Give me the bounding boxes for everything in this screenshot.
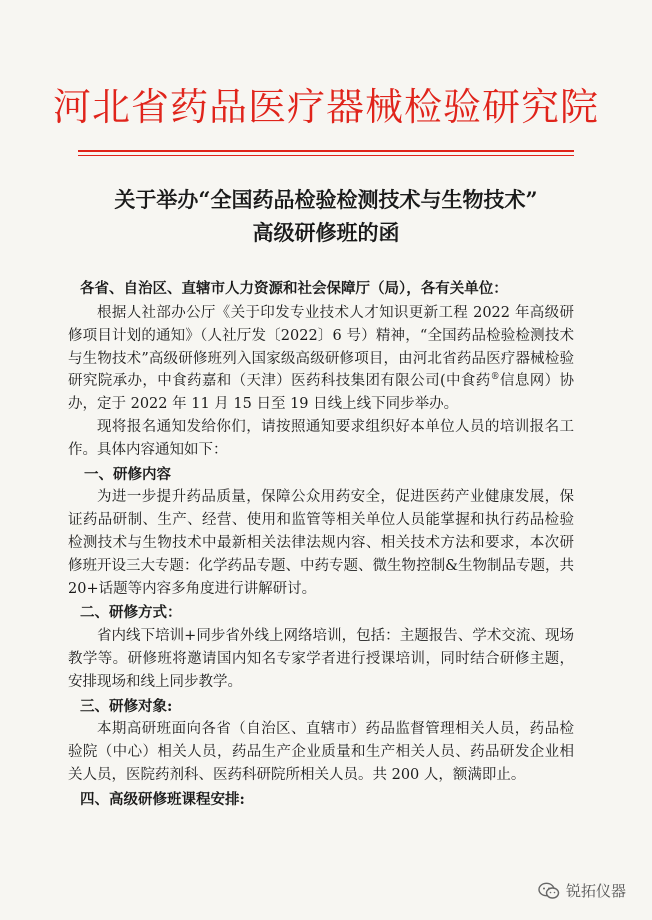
section-heading-content: 一、研修内容 [84, 465, 171, 483]
section-heading-audience: 三、研修对象: [80, 697, 173, 715]
document-body [68, 302, 574, 812]
section-body-method: 省内线下培训+同步省外线上网络培训，包括：主题报告、学术交流、现场教学等。研修班将邀请国内知名专家学者进行授课培训，同时结合研修主题，安排现场和线上同步教学。 [68, 628, 574, 690]
notice-paragraph: 现将报名通知发给你们，请按照通知要求组织好本单位人员的培训报名工作。具体内容通知如下： [68, 418, 574, 458]
letterhead-org-name: 河北省药品医疗器械检验研究院 [52, 85, 599, 129]
intro-text-b: 信息网）协办，定于 2022 年 11 月 15 日至 19 日线上线下同步举办。 [68, 373, 574, 413]
watermark-text: 锐拓仪器 [565, 882, 626, 900]
salutation: 各省、自治区、直辖市人力资源和社会保障厅（局），各有关单位： [80, 280, 508, 297]
letterhead-rule-thick [78, 150, 574, 152]
document-title-line1: 关于举办“全国药品检验检测技术与生物技术” [114, 187, 538, 212]
section-heading-schedule: 四、高级研修班课程安排: [80, 790, 245, 808]
section-body-content: 为进一步提升药品质量，保障公众用药安全，促进医药产业健康发展，保证药品研制、生产、经营、使用和监管等相关单位人员能掌握和执行药品检验检测技术与生物技术中最新相关法律法规内容、相关技术方法和要求，本次研修班开设三大专题：化学药品专题、中药专题、微生物控制&生物制品专题，共 20+话题等内容多角度进行讲解研讨。 [68, 489, 574, 597]
intro-paragraph [68, 302, 574, 416]
intro-text-a: 根据人社部办公厅《关于印发专业技术人才知识更新工程 2022 年高级研修项目计划的通知》（人社厅发〔2022〕6 号）精神，“全国药品检验检测技术与生物技术”高级研修班列入国家级高级研修项目，由河北省药品医疗器械检验研究院承办，中食药嘉和（天津）医药科技集团有限公司(中食药 [68, 305, 574, 390]
section-body-audience: 本期高研班面向各省（自治区、直辖市）药品监督管理相关人员，药品检验院（中心）相关人员，药品生产企业质量和生产相关人员、药品研发企业相关人员，医院药剂科、医药科研院所相关人员。共 200 人，额满即止。 [68, 721, 574, 783]
registered-mark: ® [490, 372, 500, 383]
wechat-icon [538, 882, 560, 900]
watermark [538, 880, 626, 901]
letterhead-rule-thin [78, 155, 574, 156]
document-title-line2: 高级研修班的函 [252, 220, 400, 245]
section-heading-method: 二、研修方式： [80, 604, 182, 622]
